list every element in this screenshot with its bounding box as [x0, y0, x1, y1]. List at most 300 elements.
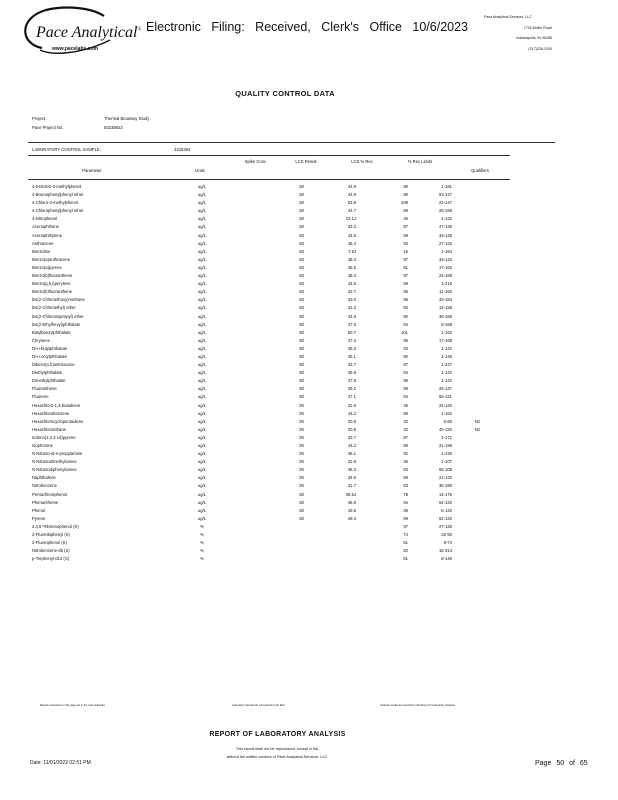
table-row — [32, 426, 480, 434]
cell-lcs-rec: 93 — [403, 345, 408, 351]
cell-limits: 27-125 — [438, 523, 452, 529]
cell-units: ug/L — [197, 402, 207, 408]
cell-lcs-result: 47.1 — [347, 394, 356, 400]
cell-spike: 50 — [299, 451, 304, 457]
cell-units: ug/L — [197, 426, 207, 432]
address-line: (317)228-3100 — [528, 46, 552, 51]
divider — [28, 179, 510, 180]
table-row — [32, 183, 480, 191]
cell-parameter: N-Nitrosodiphenylamine — [32, 467, 77, 473]
cell-parameter: 2-Fluorobiphenyl (S) — [32, 532, 70, 538]
cell-spike: 50 — [299, 224, 304, 230]
project-info — [32, 114, 149, 132]
table-row — [32, 337, 480, 345]
cell-spike: 50 — [299, 507, 304, 513]
table-row — [32, 499, 480, 507]
cell-lcs-rec: 96 — [403, 378, 408, 384]
cell-lcs-result — [304, 555, 356, 563]
cell-qualifier — [452, 191, 480, 199]
address-line: Indianapolis, IN 46268 — [516, 36, 552, 40]
cell-parameter: Di-n-butylphthalate — [32, 345, 68, 351]
cell-spike: 50 — [299, 459, 304, 465]
cell-limits: 5-60 — [443, 418, 452, 424]
cell-qualifier — [452, 393, 480, 401]
cell-lcs-rec: 87 — [403, 224, 408, 230]
filing-stamp: Electronic Filing: Received, Clerk's Office 10/6/2023 — [146, 20, 469, 34]
pace-no-label: Pace Project No.: — [32, 125, 65, 130]
cell-lcs-rec: 92 — [403, 451, 408, 457]
cell-units: ug/L — [197, 240, 207, 246]
cell-lcs-rec: 74 — [403, 532, 408, 538]
table-row — [32, 450, 480, 458]
cell-parameter: N-Nitroso-di-n-propylamine — [32, 451, 83, 457]
cell-parameter: bis(2-Chloroisopropyl) ether — [32, 313, 84, 319]
cell-limits: 15-314 — [438, 548, 452, 554]
cell-units: ug/L — [197, 216, 207, 222]
cell-units: ug/L — [197, 256, 207, 262]
col-spike: Spike Conc. — [244, 159, 268, 164]
cell-lcs-result: 7.8J — [348, 248, 356, 254]
cell-parameter: Benzo(a)anthracene — [32, 256, 70, 262]
cell-qualifier — [452, 491, 480, 499]
table-row — [32, 482, 480, 490]
cell-parameter: bis(2-Ethylhexyl)phthalate — [32, 321, 81, 327]
cell-lcs-rec: 16 — [403, 248, 408, 254]
cell-qualifier — [452, 402, 480, 410]
table-row — [32, 240, 480, 248]
table-row — [32, 345, 480, 353]
cell-spike: 50 — [299, 402, 304, 408]
table-row — [32, 232, 480, 240]
cell-qualifier — [452, 272, 480, 280]
cell-spike: 50 — [299, 434, 304, 440]
cell-lcs-rec: 95 — [403, 337, 408, 343]
cell-lcs-result: 20.9 — [347, 426, 356, 432]
cell-lcs-result: 48.4 — [347, 273, 356, 279]
table-row — [32, 466, 480, 474]
cell-spike: 50 — [299, 337, 304, 343]
cell-lcs-rec: 89 — [403, 232, 408, 238]
cell-qualifier — [452, 434, 480, 442]
col-units: Units — [195, 168, 205, 173]
cell-units: ug/L — [197, 459, 207, 465]
table-row — [32, 393, 480, 401]
cell-lcs-rec: 98 — [403, 386, 408, 392]
cell-lcs-result: 20.8 — [347, 418, 356, 424]
cell-lcs-result: 44.2 — [347, 443, 356, 448]
cell-spike — [252, 523, 304, 531]
table-row — [32, 547, 480, 555]
cell-spike — [252, 547, 304, 555]
cell-spike: 50 — [299, 216, 304, 222]
project-label: Project: — [32, 116, 47, 121]
cell-units: ug/L — [197, 507, 207, 513]
cell-lcs-rec: 88 — [403, 443, 408, 448]
cell-lcs-result: 44.2 — [347, 410, 356, 416]
cell-lcs-result: 44.9 — [347, 192, 356, 198]
table-row — [32, 264, 480, 272]
cell-parameter: p-Terphenyl-d14 (S) — [32, 556, 70, 562]
cell-parameter: Dibenz(a,h)anthracene — [32, 362, 75, 368]
cell-limits: 1-152 — [441, 329, 452, 335]
table-row — [32, 353, 480, 361]
cell-spike: 50 — [299, 443, 304, 448]
cell-lcs-result: 43.0 — [347, 297, 356, 303]
cell-units: ug/L — [197, 370, 207, 376]
cell-lcs-result: 46.3 — [347, 467, 356, 473]
cell-lcs-result: 44.7 — [347, 208, 356, 214]
cell-lcs-rec: 94 — [403, 321, 408, 327]
cell-limits: 1-152 — [441, 410, 452, 416]
cell-spike: 50 — [299, 370, 304, 376]
cell-lcs-result: 46.4 — [347, 240, 356, 246]
table-row — [32, 256, 480, 264]
cell-lcs-result: 19.6 — [347, 507, 356, 513]
cell-qualifier — [452, 353, 480, 361]
cell-lcs-result: 46.3 — [347, 345, 356, 351]
cell-lcs-result: 41.2 — [347, 305, 356, 311]
cell-limits: 47-145 — [438, 224, 452, 230]
cell-qualifier — [452, 248, 480, 256]
cell-qualifier — [452, 410, 480, 418]
cell-units: ug/L — [197, 281, 207, 287]
cell-limits: 52-120 — [438, 515, 452, 521]
cell-lcs-rec: 78 — [403, 491, 408, 497]
cell-spike: 50 — [299, 297, 304, 303]
cell-spike: 50 — [299, 264, 304, 270]
cell-lcs-rec: 89 — [403, 281, 408, 287]
address-line: Pace Analytical Services, LLC — [484, 15, 532, 19]
cell-lcs-rec: 42 — [403, 426, 408, 432]
cell-units: ug/L — [197, 491, 207, 497]
cell-units: ug/L — [197, 515, 207, 521]
cell-units: ug/L — [197, 386, 207, 392]
cell-parameter: Naphthalene — [32, 475, 56, 481]
cell-qualifier — [452, 207, 480, 215]
table-row — [32, 288, 480, 296]
table-row — [32, 523, 480, 531]
cell-units: ug/L — [197, 232, 207, 238]
cell-parameter: Phenol — [32, 507, 46, 513]
cell-spike: 50 — [299, 515, 304, 521]
table-row — [32, 248, 480, 256]
cell-parameter: Acenaphthene — [32, 224, 60, 230]
col-parameter: Parameter — [82, 168, 102, 173]
cell-parameter: Nitrobenzene — [32, 483, 57, 489]
cell-spike: 50 — [299, 345, 304, 351]
col-lcs-rec: LCS % Rec — [351, 159, 373, 164]
pace-no-value: 50238923 — [104, 125, 123, 130]
cell-parameter: Anthracene — [32, 240, 54, 246]
cell-units: ug/L — [197, 297, 207, 303]
cell-units: ug/L — [197, 224, 207, 230]
cell-lcs-rec: 82 — [403, 305, 408, 311]
cell-qualifier — [452, 531, 480, 539]
cell-qualifier — [452, 256, 480, 264]
cell-qualifier — [452, 304, 480, 312]
cell-lcs-rec: 46 — [403, 459, 408, 465]
cell-lcs-result — [304, 547, 356, 555]
table-row — [32, 418, 480, 426]
cell-limits: 24-159 — [438, 273, 452, 279]
cell-parameter: Di-n-octylphthalate — [32, 353, 67, 359]
cell-lcs-result: 53.8 — [347, 200, 356, 206]
cell-qualifier — [452, 523, 480, 531]
cell-parameter: Dimethylphthalate — [32, 378, 66, 384]
cell-units: ug/L — [197, 434, 207, 440]
cell-parameter: Pyrene — [32, 515, 46, 521]
cell-qualifier — [452, 240, 480, 248]
footnote-mid: Laboratory Sample Ids correspond to the field — [232, 704, 285, 707]
table-row — [32, 304, 480, 312]
cell-lcs-rec: 91 — [403, 264, 408, 270]
cell-lcs-rec: 88 — [403, 410, 408, 416]
logo-text: Pace Analytical® — [36, 24, 142, 41]
lab-address — [484, 12, 552, 54]
table-row — [32, 442, 480, 450]
cell-lcs-result: 49.4 — [347, 515, 356, 521]
cell-lcs-rec: 94 — [403, 394, 408, 400]
table-row — [32, 385, 480, 393]
cell-units: ug/L — [197, 418, 207, 424]
cell-units: % — [200, 548, 204, 554]
cell-parameter: 4-Chlorophenylphenyl ether — [32, 208, 84, 214]
report-note: This report shall not be reproduced, except in full, — [235, 747, 320, 751]
cell-parameter: Benzidine — [32, 248, 51, 254]
cell-qualifier — [452, 507, 480, 515]
cell-lcs-result: 41.7 — [347, 483, 356, 489]
cell-parameter: Benzo(k)fluoranthene — [32, 289, 73, 295]
cell-lcs-rec: 42 — [403, 418, 408, 424]
cell-qualifier — [452, 345, 480, 353]
cell-parameter: Hexachlorocyclopentadiene — [32, 418, 84, 424]
cell-lcs-result — [304, 539, 356, 547]
cell-units: ug/L — [197, 289, 207, 295]
cell-lcs-rec: 81 — [403, 556, 408, 562]
cell-lcs-result: 43.7 — [347, 362, 356, 368]
cell-qualifier — [452, 539, 480, 547]
cell-lcs-rec: 45 — [403, 402, 408, 408]
cell-spike — [252, 539, 304, 547]
cell-units: ug/L — [197, 475, 207, 481]
cell-lcs-rec: 87 — [403, 434, 408, 440]
cell-lcs-result: 47.8 — [347, 378, 356, 384]
table-row — [32, 555, 480, 563]
cell-limits: 26-137 — [438, 386, 452, 392]
cell-units: ug/L — [197, 273, 207, 279]
cell-lcs-rec: 90 — [403, 192, 408, 198]
cell-limits: 33-145 — [438, 232, 452, 238]
cell-limits: 21-196 — [438, 443, 452, 448]
cell-lcs-rec: 89 — [403, 208, 408, 214]
lcs-sample — [32, 147, 212, 152]
cell-spike: 50 — [299, 410, 304, 416]
cell-parameter: 4-Bromophenylphenyl ether — [32, 192, 84, 198]
cell-lcs-result: 45.5 — [347, 264, 356, 270]
cell-units: ug/L — [197, 378, 207, 384]
cell-lcs-rec: 86 — [403, 297, 408, 303]
cell-spike: 50 — [299, 289, 304, 295]
table-row — [32, 402, 480, 410]
cell-lcs-rec: 97 — [403, 523, 408, 529]
cell-spike: 50 — [299, 273, 304, 279]
cell-lcs-result: 48.4 — [347, 256, 356, 262]
cell-units: ug/L — [197, 345, 207, 351]
cell-spike: 50 — [299, 313, 304, 319]
cell-parameter: bis(2-Chloroethoxy)methane — [32, 297, 85, 303]
cell-units: ug/L — [197, 264, 207, 270]
cell-lcs-result: 42.7 — [347, 289, 356, 295]
cell-limits: 8-146 — [441, 556, 452, 562]
cell-qualifier — [452, 321, 480, 329]
cell-spike: 50 — [299, 248, 304, 254]
cell-qualifier — [452, 458, 480, 466]
cell-parameter: 2-Fluorophenol (S) — [32, 540, 67, 546]
report-title: REPORT OF LABORATORY ANALYSIS — [209, 731, 346, 738]
cell-parameter: Hexachloroethane — [32, 426, 66, 432]
cell-lcs-result: 22.6 — [347, 402, 356, 408]
cell-qualifier — [452, 369, 480, 377]
cell-spike — [252, 555, 304, 563]
cell-lcs-result: 44.5 — [347, 281, 356, 287]
cell-qualifier — [452, 361, 480, 369]
cell-lcs-result: 38.5J — [345, 491, 356, 497]
table-row — [32, 539, 480, 547]
cell-units: ug/L — [197, 443, 207, 448]
cell-lcs-result: 46.9 — [347, 370, 356, 376]
cell-limits: 1-132 — [441, 216, 452, 222]
cell-spike: 50 — [299, 426, 304, 432]
cell-lcs-result: 22.8 — [347, 459, 356, 465]
cell-parameter: Butylbenzylphthalate — [32, 329, 71, 335]
table-row — [32, 272, 480, 280]
cell-limits: 21-133 — [438, 475, 452, 481]
address-line: 7726 Moller Road — [523, 25, 552, 30]
cell-spike: 50 — [299, 232, 304, 238]
cell-units: % — [200, 523, 204, 529]
report-date: Date: 11/01/2022 02:51 PM — [30, 760, 91, 766]
cell-parameter: 4,6-Dinitro-2-methylphenol — [32, 184, 82, 189]
cell-lcs-rec: 46 — [403, 216, 408, 222]
cell-parameter: 4-Nitrophenol — [32, 216, 58, 222]
cell-units: ug/L — [197, 305, 207, 311]
table-row — [32, 215, 480, 223]
cell-spike: 50 — [299, 184, 304, 189]
cell-spike: 50 — [299, 329, 304, 335]
cell-limits: 1-164 — [441, 248, 452, 254]
cell-limits: 24-120 — [438, 402, 452, 408]
cell-limits: 11-162 — [439, 289, 452, 295]
table-row — [32, 313, 480, 321]
lcs-value: 3226364 — [174, 147, 191, 152]
cell-limits: 54-120 — [438, 499, 452, 505]
divider — [28, 155, 510, 156]
cell-lcs-rec: 90 — [403, 313, 408, 319]
cell-qualifier — [452, 499, 480, 507]
cell-qualifier — [452, 232, 480, 240]
cell-limits: 1-230 — [441, 451, 452, 457]
cell-parameter: 4-Chloro-3-methylphenol — [32, 200, 79, 206]
cell-qualifier — [452, 474, 480, 482]
cell-limits: 12-158 — [438, 305, 452, 311]
cell-lcs-rec: 69 — [403, 475, 408, 481]
cell-units: % — [200, 556, 204, 562]
cell-limits: 36-166 — [438, 313, 452, 319]
cell-lcs-result: 46.9 — [347, 499, 356, 505]
cell-qualifier — [452, 337, 480, 345]
cell-spike: 50 — [299, 240, 304, 246]
cell-limits: 33-184 — [438, 297, 452, 303]
col-qualifiers: Qualifiers — [471, 168, 489, 173]
cell-limits: 33-143 — [438, 256, 452, 262]
cell-spike: 50 — [299, 386, 304, 392]
page-number: Page 50 of 65 — [535, 760, 588, 767]
footnote-right: Analysis results are reported in the Report of Laboratory Analysis — [380, 704, 455, 707]
cell-lcs-rec: 39 — [403, 507, 408, 513]
cell-qualifier — [452, 223, 480, 231]
cell-spike: 50 — [299, 256, 304, 262]
cell-qualifier — [452, 199, 480, 207]
cell-parameter: Phenanthrene — [32, 499, 59, 505]
col-limits: % Rec Limits — [407, 159, 433, 164]
cell-units: ug/L — [197, 208, 207, 214]
cell-parameter: Chrysene — [32, 337, 50, 343]
cell-limits: 1-107 — [441, 459, 452, 465]
cell-qualifier — [452, 215, 480, 223]
cell-units: ug/L — [197, 337, 207, 343]
cell-units: ug/L — [197, 353, 207, 359]
table-row — [32, 199, 480, 207]
cell-lcs-rec: 82 — [403, 548, 408, 554]
cell-units: ug/L — [197, 200, 207, 206]
cell-lcs-rec: 97 — [403, 273, 408, 279]
cell-lcs-rec: 85 — [403, 289, 408, 295]
table-row — [32, 223, 480, 231]
cell-spike: 50 — [299, 499, 304, 505]
cell-qualifier — [452, 442, 480, 450]
cell-lcs-result — [304, 523, 356, 531]
cell-limits: 1-171 — [441, 434, 452, 440]
cell-lcs-result: 44.8 — [347, 184, 356, 189]
table-row — [32, 369, 480, 377]
cell-parameter: Benzo(a)pyrene — [32, 264, 62, 270]
table-row — [32, 531, 480, 539]
cell-units: ug/L — [197, 362, 207, 368]
cell-parameter: Pentachlorophenol — [32, 491, 67, 497]
cell-qualifier — [452, 280, 480, 288]
cell-limits: 1-219 — [441, 281, 452, 287]
cell-qualifier — [452, 377, 480, 385]
cell-units: % — [200, 532, 204, 538]
cell-lcs-rec: 101 — [401, 329, 408, 335]
table-row — [32, 207, 480, 215]
table-row — [32, 458, 480, 466]
cell-limits: 1-120 — [441, 345, 452, 351]
cell-spike: 50 — [299, 378, 304, 384]
cell-lcs-result: 43.3 — [347, 224, 356, 230]
cell-qualifier — [452, 385, 480, 393]
page-title: QUALITY CONTROL DATA — [235, 89, 335, 98]
cell-limits: 17-168 — [438, 337, 452, 343]
cell-limits: 40-120 — [438, 426, 452, 432]
cell-units: ug/L — [197, 483, 207, 489]
cell-qualifier: N2 — [474, 418, 480, 424]
cell-parameter: Hexachloro-1,3-butadiene — [32, 402, 81, 408]
cell-qualifier — [452, 313, 480, 321]
cell-lcs-result: 44.5 — [347, 232, 356, 238]
cell-units: ug/L — [197, 467, 207, 473]
cell-spike: 50 — [299, 353, 304, 359]
